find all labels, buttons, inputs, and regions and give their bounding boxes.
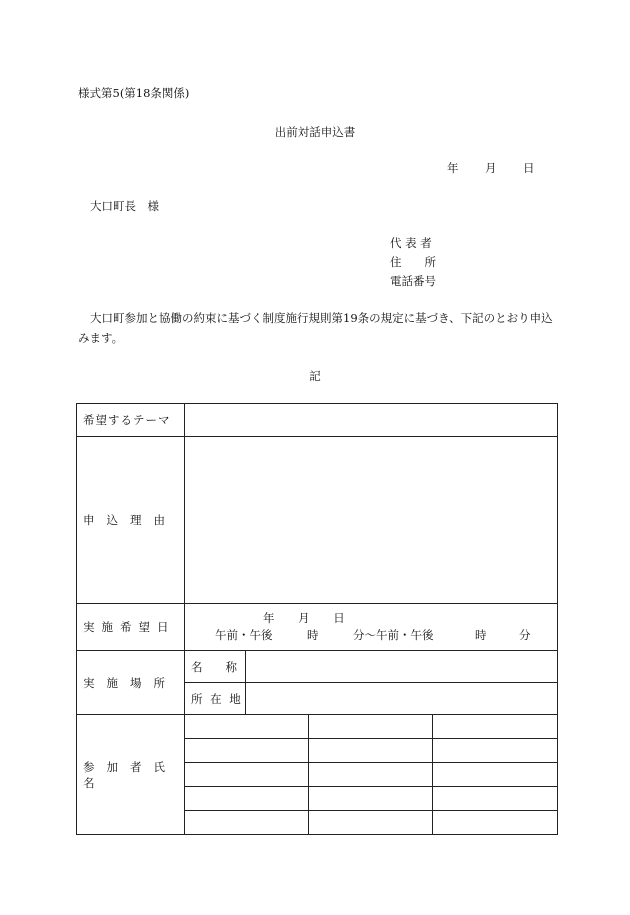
place-name-label: 名 称 — [185, 651, 246, 683]
date-time-range — [215, 627, 531, 643]
place-name-field[interactable] — [246, 651, 558, 683]
hour-2: 時 — [475, 628, 487, 642]
date-ymd: 年 月 日 — [263, 611, 345, 625]
participant-cell[interactable] — [309, 739, 433, 763]
participant-cell[interactable] — [433, 763, 558, 787]
reason-label: 申込理由 — [77, 437, 185, 604]
participant-cell[interactable] — [309, 763, 433, 787]
participant-cell[interactable] — [185, 811, 309, 835]
hour-1: 時 — [307, 628, 319, 642]
date-year: 年 — [447, 161, 459, 175]
participant-cell[interactable] — [433, 739, 558, 763]
participant-cell[interactable] — [185, 787, 309, 811]
minute-2: 分 — [519, 628, 531, 642]
submission-date — [447, 160, 535, 176]
theme-field[interactable] — [185, 404, 558, 437]
place-address-label: 所 在 地 — [185, 683, 246, 715]
participant-cell[interactable] — [185, 739, 309, 763]
minute-1: 分〜午前・午後 — [353, 628, 434, 642]
participant-cell[interactable] — [433, 811, 558, 835]
body-text: 大口町参加と協働の約束に基づく制度施行規則第19条の規定に基づき、下記のとおり申込みます。 — [78, 311, 553, 345]
ki-heading: 記 — [309, 369, 321, 383]
participant-cell[interactable] — [309, 787, 433, 811]
place-address-field[interactable] — [246, 683, 558, 715]
date-day: 日 — [523, 161, 535, 175]
participant-cell[interactable] — [185, 763, 309, 787]
participant-cell[interactable] — [433, 715, 558, 739]
date-label: 実施希望日 — [77, 604, 185, 651]
reason-field[interactable] — [185, 437, 558, 604]
form-number: 様式第5(第18条関係) — [78, 86, 190, 100]
date-field[interactable] — [185, 604, 558, 651]
participant-cell[interactable] — [185, 715, 309, 739]
participants-label: 参加者氏名 — [77, 715, 185, 835]
document-title: 出前対話申込書 — [274, 125, 356, 139]
address-label: 住 所 — [390, 255, 436, 269]
phone-label: 電話番号 — [390, 274, 436, 288]
am-pm-1: 午前・午後 — [215, 628, 273, 642]
participant-cell[interactable] — [309, 715, 433, 739]
participant-cell[interactable] — [309, 811, 433, 835]
addressee: 大口町長 様 — [90, 199, 159, 213]
place-label: 実施場所 — [77, 651, 185, 715]
theme-label: 希望するテーマ — [77, 404, 185, 437]
participant-cell[interactable] — [433, 787, 558, 811]
application-table — [76, 403, 558, 835]
applicant-block — [390, 234, 436, 291]
representative-label: 代 表 者 — [390, 236, 432, 250]
date-month: 月 — [485, 161, 497, 175]
